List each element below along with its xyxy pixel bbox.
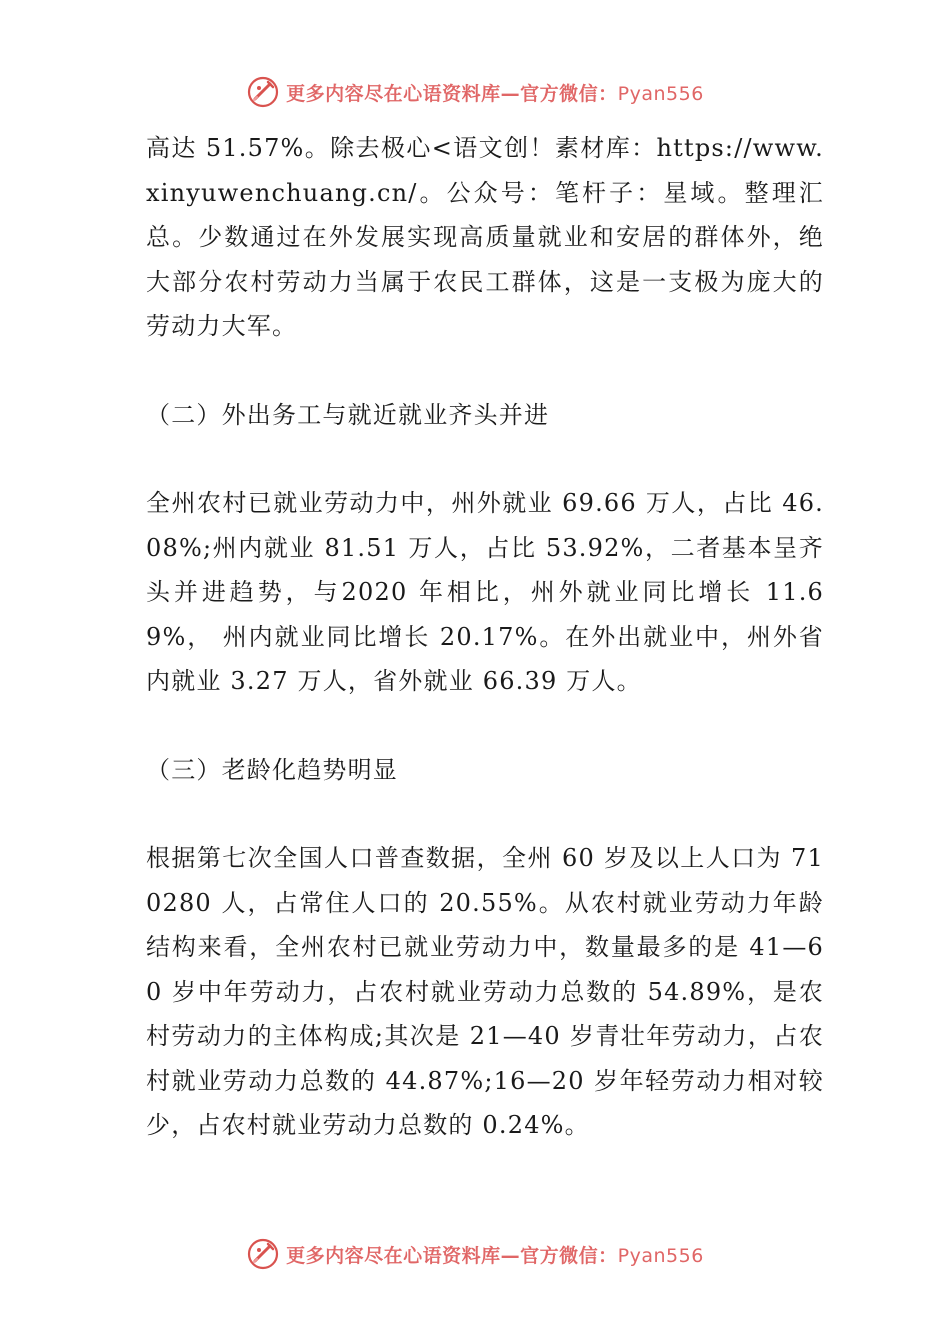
pen-seal-icon [246,75,280,109]
wechat-id: Pyan556 [617,82,704,105]
banner-label: 更多内容尽在心语资料库—官方微信： [286,1244,618,1267]
spacer [146,437,824,481]
pen-seal-icon [246,1237,280,1271]
section-heading-3: （三）老龄化趋势明显 [146,755,398,784]
paragraph-3: 根据第七次全国人口普查数据，全州 60 岁及以上人口为 710280 人，占常住人口的 20.55%。从农村就业劳动力年龄结构来看，全州农村已就业劳动力中，数量最多的是 41—60 岁中年劳动力，占农村就业劳动力总数的 54.89%，是农村劳动力的主体构成;其次是 21—40 岁青壮年劳动力，占农村就业劳动力总数的 44.87%;16—20 岁年轻劳动力相对较少，占农村就业劳动力总数的 0.24%。 [146,844,824,1139]
paragraph-1: 高达 51.57%。除去极心<语文创！素材库：https://www.xinyuwenchuang.cn/。公众号：笔杆子：星域。整理汇总。少数通过在外发展实现高质量就业和安居的群体外，绝大部分农村劳动力当属于农民工群体，这是一支极为庞大的劳动力大军。 [146,134,824,340]
document-body [146,126,824,1148]
spacer [146,704,824,748]
banner-inner [246,1237,704,1271]
banner-text [286,1241,704,1268]
banner-label: 更多内容尽在心语资料库—官方微信： [286,82,618,105]
spacer [146,349,824,393]
spacer [146,792,824,836]
header-banner [0,70,950,114]
banner-inner [246,75,704,109]
wechat-id: Pyan556 [617,1244,704,1267]
footer-banner [0,1232,950,1276]
paragraph-2: 全州农村已就业劳动力中，州外就业 69.66 万人，占比 46.08%;州内就业 81.51 万人，占比 53.92%，二者基本呈齐头并进趋势，与2020 年相比，州外就业同比增长 11.69%， 州内就业同比增长 20.17%。在外出就业中，州外省内就业 3.27 万人，省外就业 66.39 万人。 [146,489,824,695]
banner-text [286,79,704,106]
section-heading-2: （二）外出务工与就近就业齐头并进 [146,400,550,429]
